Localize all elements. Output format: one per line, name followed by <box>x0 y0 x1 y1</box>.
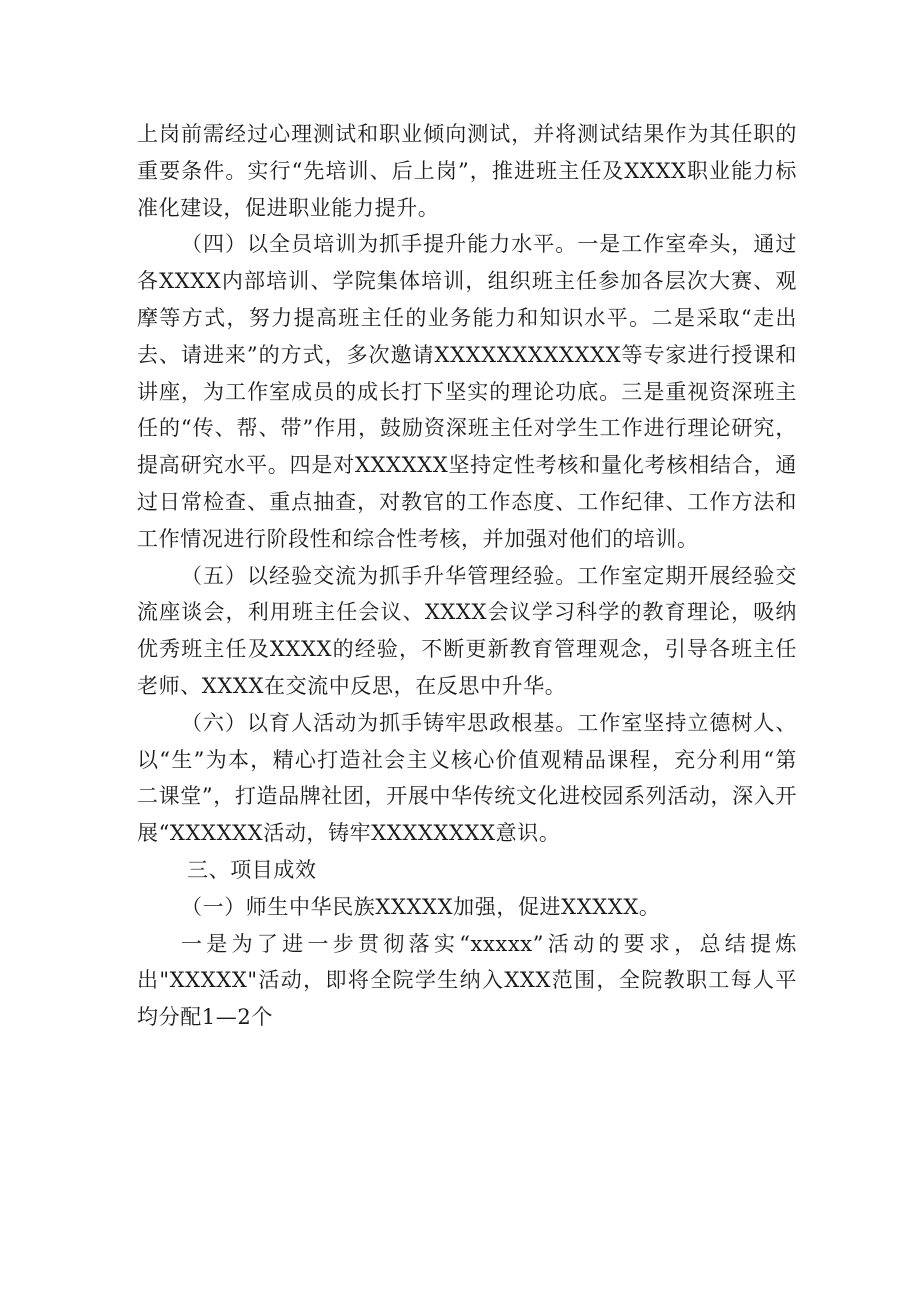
paragraph-continuation: 上岗前需经过心理测试和职业倾向测试，并将测试结果作为其任职的重要条件。实行“先培训、后上岗”，推进班主任及XXXX职业能力标准化建设，促进职业能力提升。 <box>137 122 797 220</box>
sub-heading: （一）师生中华民族XXXXX加强，促进XXXXX。 <box>181 894 661 919</box>
paragraph-results: 一是为了进一步贯彻落实“xxxxx”活动的要求，总结提炼出"XXXXX"活动，即将全院学生纳入XXX范围，全院教职工每人平均分配1—2个 <box>137 931 797 1030</box>
document-body <box>137 116 797 1036</box>
paragraph-experience-exchange: （五）以经验交流为抓手升华管理经验。工作室定期开展经验交流座谈会，利用班主任会议、XXXX会议学习科学的教育理论，吸纳优秀班主任及XXXX的经验，不断更新教育管理观念，引导各班主任老师、XXXX在交流中反思，在反思中升华。 <box>137 563 797 698</box>
paragraph-education-activities: （六）以育人活动为抓手铸牢思政根基。工作室坚持立德树人、以“生”为本，精心打造社会主义核心价值观精品课程，充分利用“第二课堂”，打造品牌社团，开展中华传统文化进校园系列活动，深入开展“XXXXXX活动，铸牢XXXXXXXX意识。 <box>137 710 797 846</box>
paragraph-training: （四）以全员培训为抓手提升能力水平。一是工作室牵头，通过各XXXX内部培训、学院集体培训，组织班主任参加各层次大赛、观摩等方式，努力提高班主任的业务能力和知识水平。二是采取“走出去、请进来”的方式，多次邀请XXXXXXXXXXXX等专家进行授课和讲座，为工作室成员的成长打下坚实的理论功底。三是重视资深班主任的“传、帮、带”作用，鼓励资深班主任对学生工作进行理论研究，提高研究水平。四是对XXXXXX坚持定性考核和量化考核相结合，通过日常检查、重点抽查，对教官的工作态度、工作纪律、工作方法和工作情况进行阶段性和综合性考核，并加强对他们的培训。 <box>137 232 797 551</box>
section-heading: 三、项目成效 <box>187 857 317 882</box>
